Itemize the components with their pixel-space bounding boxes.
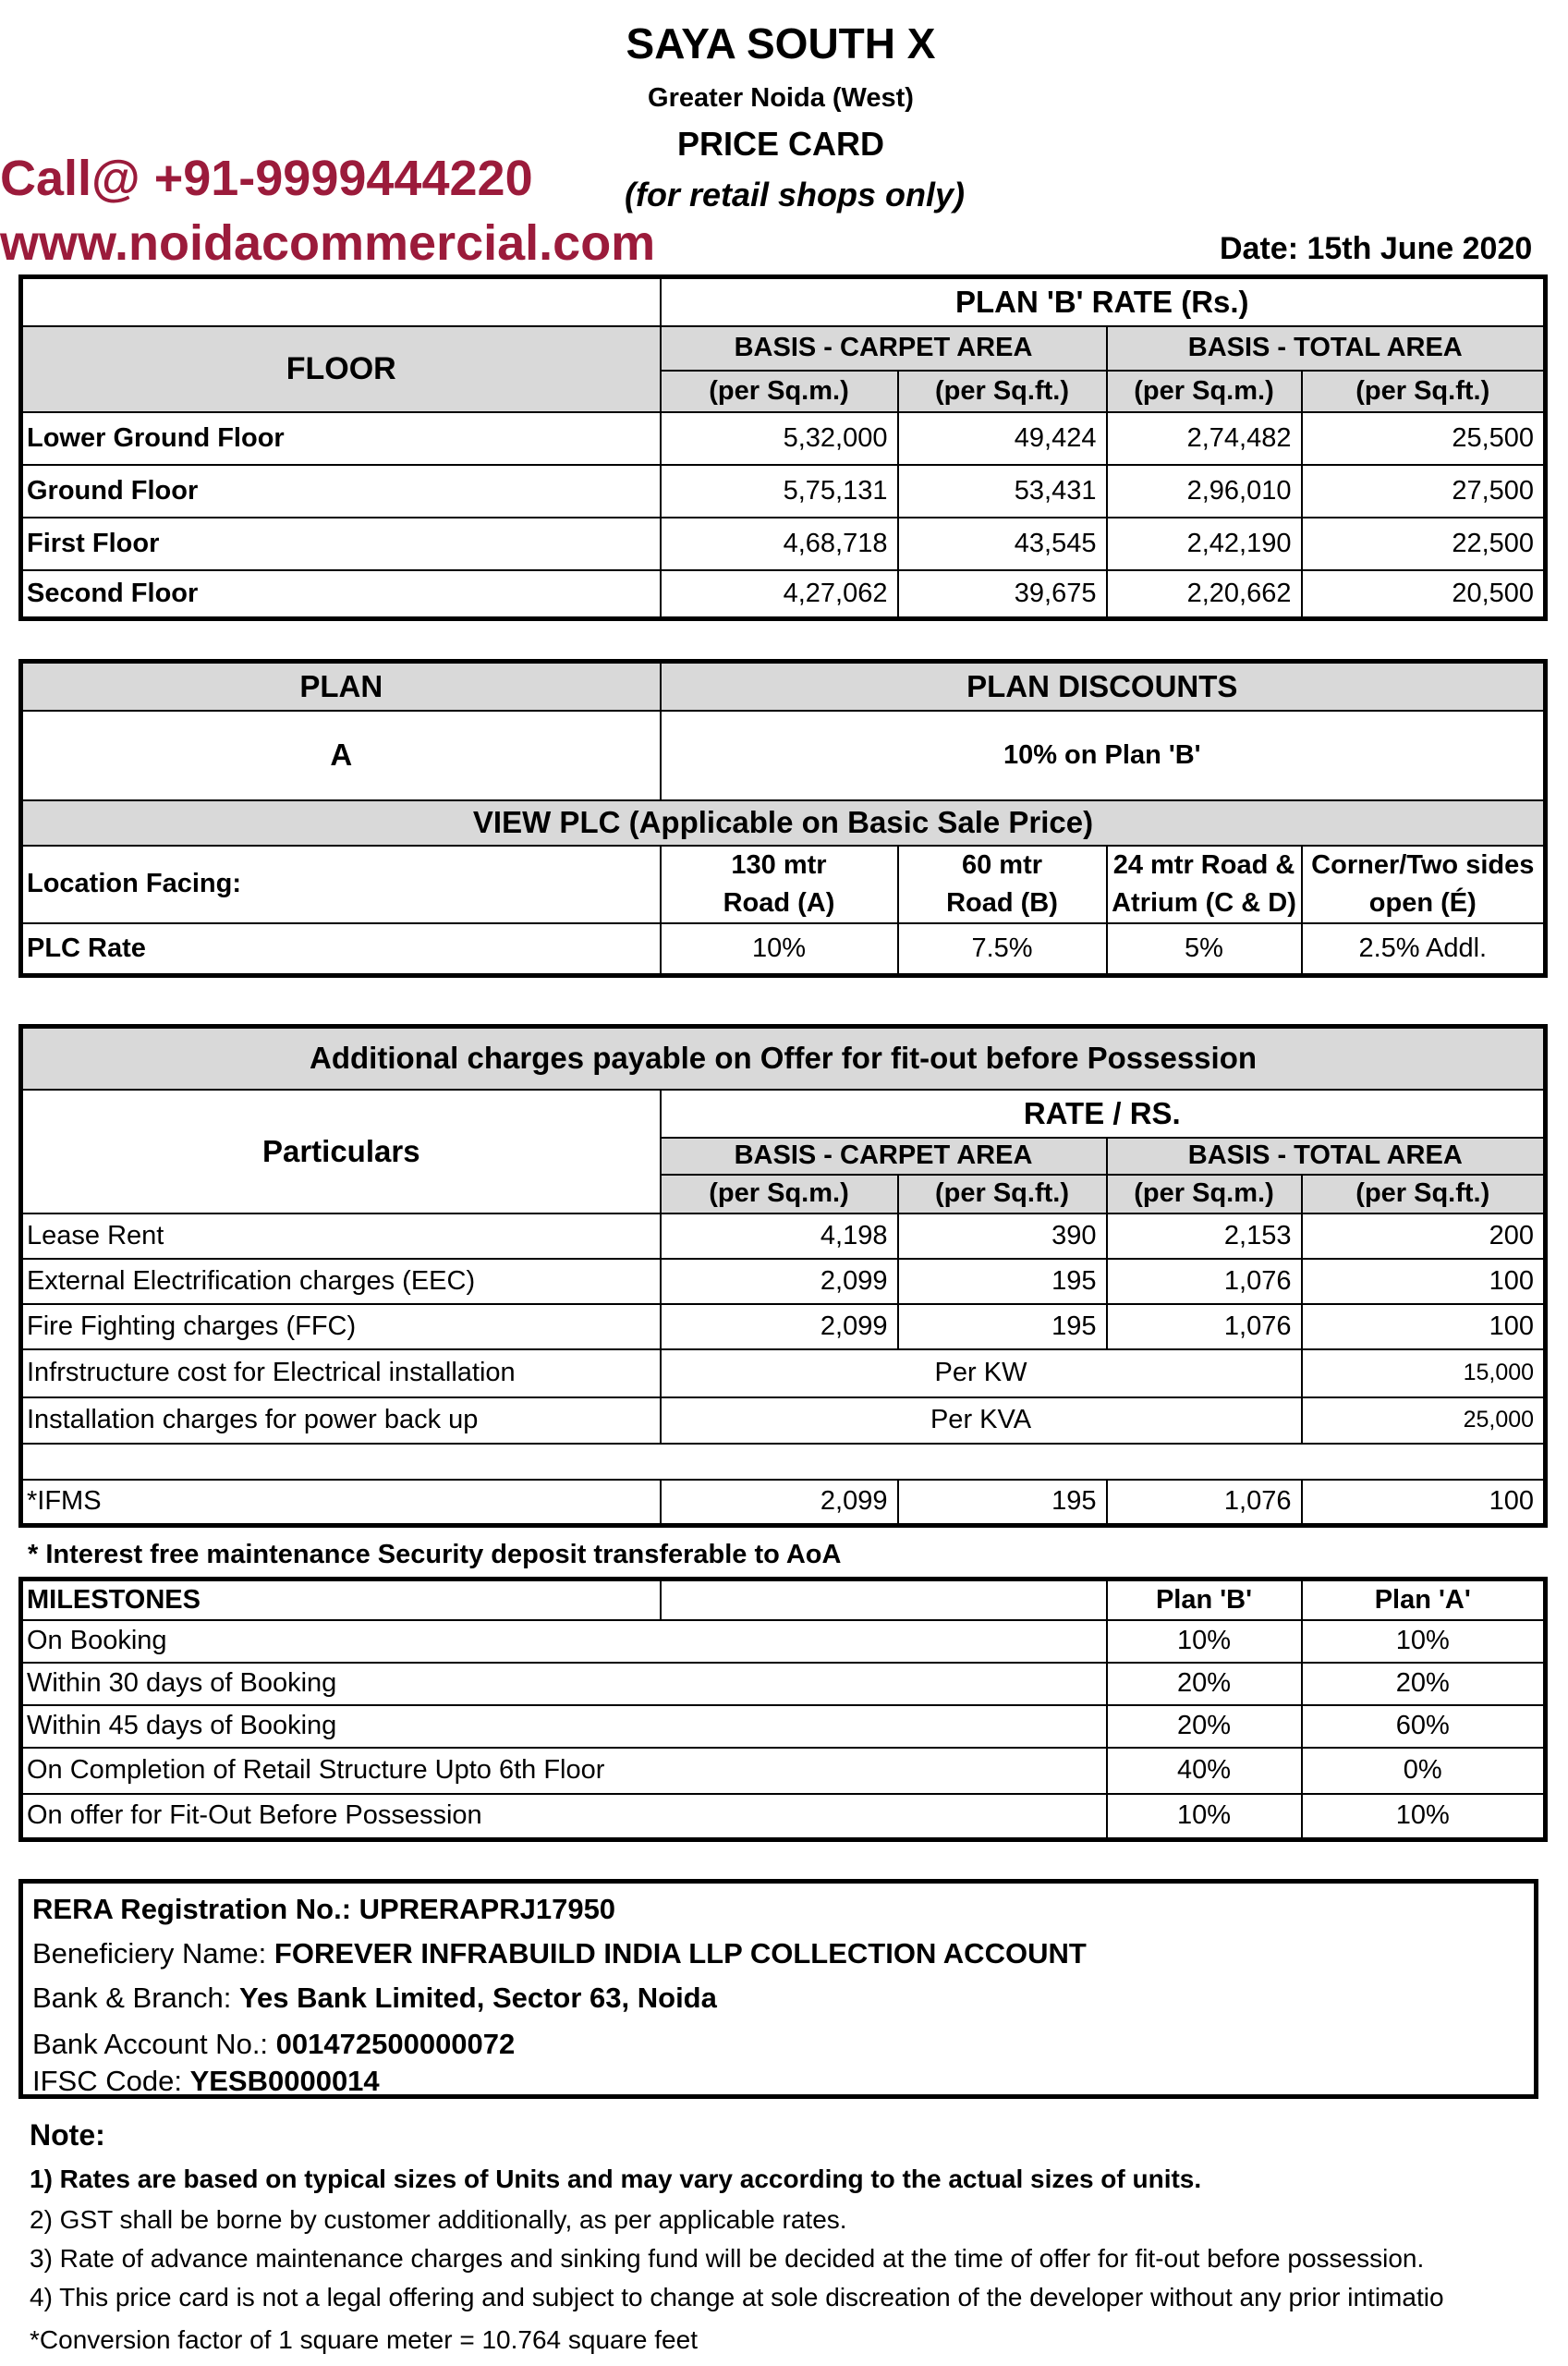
blank-cell [661, 1579, 1107, 1620]
account-row [32, 2028, 515, 2061]
bank-details-box [18, 1879, 1538, 2099]
rate-value: 2,74,482 [1107, 412, 1302, 465]
milestone-plan-b: 40% [1107, 1748, 1302, 1794]
location-facing-label: Location Facing: [21, 846, 661, 923]
ifsc-label: IFSC Code: [32, 2065, 190, 2097]
facing-header [1302, 846, 1546, 923]
plc-rate-value: 2.5% Addl. [1302, 923, 1546, 976]
milestone-plan-a: 10% [1302, 1620, 1546, 1663]
charge-value: 4,198 [661, 1213, 898, 1259]
plan-b-rate-title: PLAN 'B' RATE (Rs.) [661, 277, 1546, 326]
note-item: 2) GST shall be borne by customer additionally, as per applicable rates. [30, 2205, 847, 2234]
floor-name: Ground Floor [21, 465, 661, 518]
rate-value: 4,68,718 [661, 518, 898, 570]
price-card-label: PRICE CARD [676, 125, 884, 163]
charge-value: 390 [898, 1213, 1107, 1259]
charge-value: 100 [1302, 1304, 1546, 1349]
charge-value: 15,000 [1302, 1349, 1546, 1397]
note-item: 3) Rate of advance maintenance charges and sinking fund will be decided at the time of offer for fit-out before possession. [30, 2244, 1425, 2273]
account-label: Bank Account No.: [32, 2028, 276, 2060]
bank-branch-row [32, 1982, 717, 2015]
plan-b-header: Plan 'B' [1107, 1579, 1302, 1620]
unit-header: (per Sq.m.) [661, 371, 898, 412]
account-number: 001472500000072 [275, 2028, 516, 2060]
plan-name: A [21, 711, 661, 800]
beneficiary-name: FOREVER INFRABUILD INDIA LLP COLLECTION ACCOUNT [273, 1937, 1087, 1970]
milestone-plan-a: 0% [1302, 1748, 1546, 1794]
plan-header: PLAN [21, 662, 661, 711]
note-item: 4) This price card is not a legal offering and subject to change at sole discreation of the developer without any prior intimatio [30, 2283, 1444, 2311]
milestone-plan-a: 60% [1302, 1705, 1546, 1748]
facing-header [898, 846, 1107, 923]
charge-value: 195 [898, 1480, 1107, 1526]
unit-header: (per Sq.m.) [1107, 371, 1302, 412]
facing-line: Road (B) [946, 887, 1058, 918]
notes-title: Note: [30, 2118, 105, 2152]
charge-name: Installation charges for power back up [21, 1397, 661, 1444]
unit-header: (per Sq.ft.) [898, 1175, 1107, 1213]
floor-name: First Floor [21, 518, 661, 570]
basis-carpet-header: BASIS - CARPET AREA [661, 326, 1107, 371]
note-item: *Conversion factor of 1 square meter = 10.764 square feet [30, 2325, 698, 2354]
plan-discounts-header: PLAN DISCOUNTS [661, 662, 1546, 711]
call-number[interactable]: Call@ +91-9999444220 [0, 151, 533, 206]
charge-value: 100 [1302, 1480, 1546, 1526]
basis-carpet-header: BASIS - CARPET AREA [661, 1138, 1107, 1175]
charge-name: Infrstructure cost for Electrical installation [21, 1349, 661, 1397]
plan-b-rate-table [18, 274, 1548, 621]
milestone-name: On offer for Fit-Out Before Possession [21, 1794, 1107, 1840]
website-link[interactable]: www.noidacommercial.com [0, 215, 656, 271]
charge-name: Fire Fighting charges (FFC) [21, 1304, 661, 1349]
facing-header [661, 846, 898, 923]
basis-total-header: BASIS - TOTAL AREA [1107, 1138, 1546, 1175]
unit-header: (per Sq.ft.) [898, 371, 1107, 412]
unit-header: (per Sq.ft.) [1302, 371, 1546, 412]
charge-name: External Electrification charges (EEC) [21, 1259, 661, 1304]
charge-value: 1,076 [1107, 1480, 1302, 1526]
rate-value: 49,424 [898, 412, 1107, 465]
rate-value: 20,500 [1302, 570, 1546, 619]
beneficiary-label: Beneficiery Name: [32, 1937, 274, 1970]
rera-registration: RERA Registration No.: UPRERAPRJ17950 [32, 1893, 616, 1925]
unit-header: (per Sq.ft.) [1302, 1175, 1546, 1213]
plan-plc-table [18, 659, 1548, 978]
facing-header [1107, 846, 1302, 923]
milestone-plan-b: 20% [1107, 1705, 1302, 1748]
milestone-plan-b: 20% [1107, 1663, 1302, 1705]
project-title: SAYA SOUTH X [626, 19, 936, 67]
plc-rate-label: PLC Rate [21, 923, 661, 976]
additional-charges-table [18, 1024, 1548, 1528]
facing-line: 60 mtr [961, 849, 1043, 880]
rate-value: 2,20,662 [1107, 570, 1302, 619]
rate-value: 5,32,000 [661, 412, 898, 465]
note-item: 1) Rates are based on typical sizes of Units and may vary according to the actual sizes of units. [30, 2165, 1202, 2193]
charge-value: 195 [898, 1304, 1107, 1349]
facing-line: Atrium (C & D) [1112, 887, 1296, 918]
milestone-name: Within 30 days of Booking [21, 1663, 1107, 1705]
project-location: Greater Noida (West) [648, 83, 914, 113]
charge-name: *IFMS [21, 1480, 661, 1526]
rate-value: 2,42,190 [1107, 518, 1302, 570]
rate-value: 2,96,010 [1107, 465, 1302, 518]
particulars-header: Particulars [21, 1090, 661, 1213]
ifms-note: * Interest free maintenance Security deposit transferable to AoA [28, 1540, 842, 1569]
charge-value: 25,000 [1302, 1397, 1546, 1444]
charge-value: 2,153 [1107, 1213, 1302, 1259]
milestone-name: On Booking [21, 1620, 1107, 1663]
charge-unit: Per KVA [661, 1397, 1302, 1444]
bank-branch-value: Yes Bank Limited, Sector 63, Noida [239, 1982, 717, 2014]
plan-a-header: Plan 'A' [1302, 1579, 1546, 1620]
facing-line: 130 mtr [731, 849, 827, 880]
price-card-date: Date: 15th June 2020 [1220, 231, 1533, 266]
milestone-plan-b: 10% [1107, 1620, 1302, 1663]
rate-value: 27,500 [1302, 465, 1546, 518]
charge-value: 2,099 [661, 1480, 898, 1526]
milestone-name: On Completion of Retail Structure Upto 6th Floor [21, 1748, 1107, 1794]
plan-discount-value: 10% on Plan 'B' [661, 711, 1546, 800]
rate-value: 5,75,131 [661, 465, 898, 518]
beneficiary-row [32, 1937, 1087, 1970]
retail-subtitle: (for retail shops only) [624, 176, 966, 213]
rate-value: 4,27,062 [661, 570, 898, 619]
charge-value: 2,099 [661, 1259, 898, 1304]
floor-header: FLOOR [21, 326, 661, 412]
facing-line: Road (A) [723, 887, 835, 918]
rate-header: RATE / RS. [661, 1090, 1546, 1138]
floor-name: Lower Ground Floor [21, 412, 661, 465]
plc-rate-value: 10% [661, 923, 898, 976]
milestones-table [18, 1577, 1548, 1842]
milestone-plan-a: 20% [1302, 1663, 1546, 1705]
rate-value: 39,675 [898, 570, 1107, 619]
milestone-plan-b: 10% [1107, 1794, 1302, 1840]
charge-value: 195 [898, 1259, 1107, 1304]
facing-line: 24 mtr Road & [1112, 849, 1295, 880]
view-plc-title: VIEW PLC (Applicable on Basic Sale Price) [21, 800, 1546, 846]
rate-value: 22,500 [1302, 518, 1546, 570]
unit-header: (per Sq.m.) [1107, 1175, 1302, 1213]
rate-value: 25,500 [1302, 412, 1546, 465]
milestone-plan-a: 10% [1302, 1794, 1546, 1840]
charge-unit: Per KW [661, 1349, 1302, 1397]
charge-value: 100 [1302, 1259, 1546, 1304]
facing-line: Corner/Two sides [1311, 849, 1535, 880]
blank-cell [21, 277, 661, 326]
plc-rate-value: 5% [1107, 923, 1302, 976]
blank-row [21, 1444, 1546, 1480]
charge-value: 1,076 [1107, 1259, 1302, 1304]
ifsc-row [32, 2065, 380, 2098]
basis-total-header: BASIS - TOTAL AREA [1107, 326, 1546, 371]
charge-value: 2,099 [661, 1304, 898, 1349]
charge-value: 1,076 [1107, 1304, 1302, 1349]
milestones-header: MILESTONES [21, 1579, 661, 1620]
rate-value: 53,431 [898, 465, 1107, 518]
plc-rate-value: 7.5% [898, 923, 1107, 976]
charge-value: 200 [1302, 1213, 1546, 1259]
milestone-name: Within 45 days of Booking [21, 1705, 1107, 1748]
unit-header: (per Sq.m.) [661, 1175, 898, 1213]
floor-name: Second Floor [21, 570, 661, 619]
facing-line: open (É) [1368, 887, 1477, 918]
ifsc-code: YESB0000014 [189, 2065, 380, 2097]
rate-value: 43,545 [898, 518, 1107, 570]
additional-charges-title: Additional charges payable on Offer for fit-out before Possession [21, 1027, 1546, 1090]
charge-name: Lease Rent [21, 1213, 661, 1259]
bank-branch-label: Bank & Branch: [32, 1982, 240, 2014]
